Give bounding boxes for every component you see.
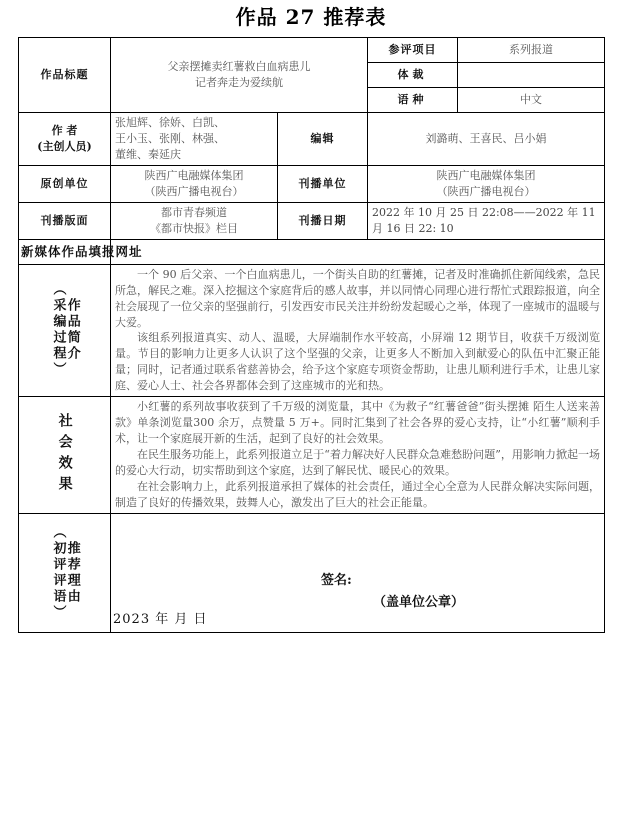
recommendation-form-table — [18, 37, 605, 633]
summary-label-left: （采编过程） — [50, 282, 66, 379]
broadcast-date-label: 刊播日期 — [278, 202, 368, 239]
genre-label: 体裁 — [368, 63, 458, 88]
signature-date: 2023 年 月 日 — [113, 611, 208, 627]
social-effect-paragraph-3: 在社会影响力上，此系列报道承担了媒体的社会责任，通过全心全意为人民群众解决实际问题，制造了良好的传播效果，鼓舞人心，激发出了巨大的社会正能量。 — [115, 479, 600, 509]
signature-label: 签名: — [321, 572, 352, 588]
table-row-summary — [19, 264, 605, 397]
authors-label-sub: (主创人员) — [37, 139, 92, 153]
broadcast-section-label: 刊播版面 — [19, 202, 111, 239]
work-title-line-2: 记者奔走为爱续航 — [195, 76, 283, 89]
work-title-value — [111, 38, 368, 113]
page-title: 作品 27 推荐表 — [235, 5, 387, 29]
summary-content[interactable] — [111, 264, 605, 397]
broadcast-unit-line-1: 陕西广电融媒体集团 — [436, 168, 536, 182]
summary-vertical-label — [19, 282, 110, 378]
signature-area — [111, 514, 604, 632]
language-value[interactable]: 中文 — [458, 88, 605, 113]
work-title-label: 作品标题 — [19, 38, 111, 113]
recommendation-label-left: （初评评语） — [50, 524, 66, 621]
category-label: 参评项目 — [368, 38, 458, 63]
table-row-work-title — [19, 38, 605, 63]
broadcast-unit-value[interactable] — [368, 165, 605, 202]
table-row-original-unit — [19, 165, 605, 202]
original-unit-value[interactable] — [111, 165, 278, 202]
work-title-line-1: 父亲摆摊卖红薯救白血病患儿 — [167, 60, 311, 74]
editor-value[interactable]: 刘潞萌、王喜民、吕小娟 — [368, 113, 605, 166]
social-effect-vertical-label — [19, 413, 110, 497]
table-row-new-media-url — [19, 239, 605, 264]
summary-paragraph-2: 该组系列报道真实、动人、温暖，大屏端制作水平较高，小屏端 12 期节目，收获千万级浏览量。节目的影响力让更多人认识了这个坚强的父亲，让更多人不断加入到献爱心的队伍中汇聚正能量；同时，记者通过联系省慈善协会，给予这个家庭专项资金帮助，让患儿顺利进行手术，让患儿家庭、爱心人士、社会各界都体会到了这座城市的光和热。 — [115, 331, 600, 393]
social-effect-label: 社会效果 — [56, 412, 73, 497]
broadcast-section-line-1: 都市青春频道 — [161, 205, 227, 219]
original-unit-line-2: （陕西广播电视台） — [144, 184, 244, 198]
summary-paragraph-1: 一个 90 后父亲、一个白血病患儿，一个街头自助的红薯摊，记者及时准确抓住新闻线索，急民所急，解民之难。深入挖掘这个家庭背后的感人故事，并以同情心同理心进行帮忙式跟踪报道，向全社会展现了一位父亲的坚强前行，引发西安市民关注并纷纷发起暖心之举，体现了一座城市的温暖与大爱。 — [115, 267, 600, 329]
editor-label: 编辑 — [278, 113, 368, 166]
summary-label-right: 作品简介 — [64, 298, 80, 363]
authors-value[interactable] — [111, 113, 278, 166]
table-row-recommendation — [19, 513, 605, 632]
social-effect-paragraph-1: 小红薯的系列故事收获到了千万级的浏览量，其中《为救子“红薯爸爸”街头摆摊 陌生人送来善款》单条浏览量300 余万，点赞量 5 万+。同时汇集到了社会各界的爱心支持，让“小红薯”顺利手术，让一个家庭展开新的生活，起到了良好的社会效果。 — [115, 400, 600, 446]
authors-line-3: 董维、秦延庆 — [115, 147, 181, 161]
recommendation-label-right: 推荐理由 — [64, 540, 80, 605]
broadcast-date-value[interactable]: 2022 年 10 月 25 日 22:08——2022 年 11 月 16 日 22: 10 — [368, 202, 605, 239]
summary-label-cell — [19, 264, 111, 397]
social-effect-content[interactable] — [111, 397, 605, 514]
authors-line-2: 王小玉、张刚、林强、 — [115, 131, 225, 145]
authors-label — [19, 113, 111, 166]
original-unit-label: 原创单位 — [19, 165, 111, 202]
language-label: 语种 — [368, 88, 458, 113]
broadcast-unit-line-2: （陕西广播电视台） — [436, 184, 536, 198]
recommendation-vertical-label — [19, 525, 110, 621]
broadcast-section-value[interactable] — [111, 202, 278, 239]
table-row-authors — [19, 113, 605, 166]
social-effect-paragraph-2: 在民生服务功能上，此系列报道立足于“着力解决好人民群众急难愁盼问题”，用影响力掀起一场的爱心大行动，切实帮助到这个家庭，达到了解民忧、暖民心的效果。 — [115, 448, 600, 477]
official-seal-label: （盖单位公章） — [373, 594, 465, 610]
recommendation-content-cell[interactable] — [111, 513, 605, 632]
broadcast-section-line-2: 《都市快报》栏目 — [150, 221, 238, 235]
category-value[interactable]: 系列报道 — [458, 38, 605, 63]
new-media-url-label: 新媒体作品填报网址 — [19, 239, 111, 264]
table-row-broadcast-section — [19, 202, 605, 239]
authors-label-main: 作 者 — [51, 123, 78, 137]
broadcast-unit-label: 刊播单位 — [278, 165, 368, 202]
authors-line-1: 张旭辉、徐娇、白凯、 — [115, 116, 225, 129]
new-media-url-value[interactable] — [111, 239, 605, 264]
original-unit-line-1: 陕西广电融媒体集团 — [144, 168, 244, 182]
social-effect-label-cell — [19, 397, 111, 514]
recommendation-label-cell — [19, 513, 111, 632]
table-row-social-effect — [19, 397, 605, 514]
genre-value[interactable] — [458, 63, 605, 88]
